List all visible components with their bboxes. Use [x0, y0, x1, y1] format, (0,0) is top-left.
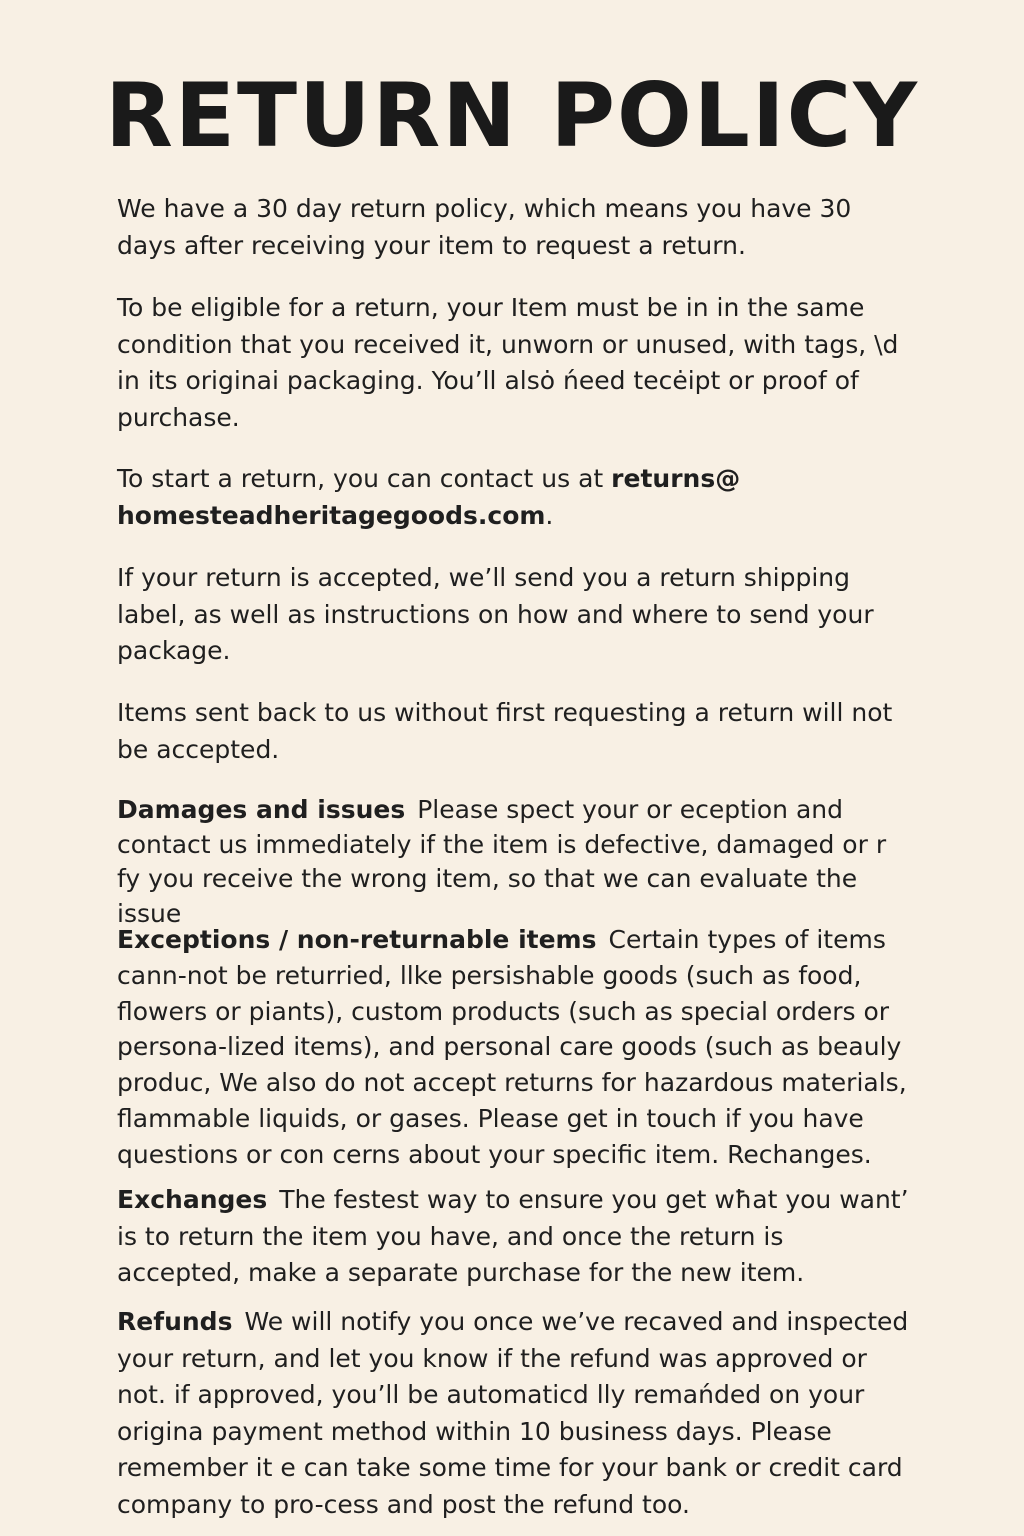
policy-section-exchanges — [117, 1182, 912, 1292]
accepted-returns-text: If your return is accepted, we’ll send you a return shipping label, as well as instructions on how and where to send your package. — [117, 563, 874, 665]
returns-email-link[interactable]: returns@ homesteadheritagegoods.com — [117, 464, 741, 530]
return-window-text: We have a 30 day return policy, which means you have 30 days after receiving your item to request a return. — [117, 194, 852, 260]
policy-section-refunds — [117, 1304, 912, 1523]
policy-paragraph-start-return — [117, 461, 912, 534]
start-return-end: . — [545, 500, 554, 530]
page-title: RETURN POLICY — [105, 64, 919, 167]
start-return-text: To start a return, you can contact us at — [117, 464, 604, 493]
exchanges-body: The festest way to ensure you get wħat you want’ is to return the item you have, and once the return is accepted, make a separate purchase for the new item. — [117, 1185, 909, 1287]
policy-section-damages — [117, 793, 912, 931]
eligibility-text: To be eligible for a return, your Item must be in in the same condition that you received it, unworn or unused, with tags, \d in its originai packaging. You’ll alsȯ ńeed tecėipt or proof of purchase. — [117, 293, 899, 432]
policy-paragraph-accepted-returns — [117, 560, 912, 670]
damages-heading: Damages and issues — [117, 795, 406, 824]
refunds-body: We will notify you once we’ve recaved and inspected your return, and let you know if the refund was approved or not. if approved, you’ll be automaticd lly remańded on your origina payment method within 10 business days. Please remember it e can take some time for your bank or credit card company to pro-cess and post the refund too. — [117, 1307, 909, 1519]
exceptions-heading: Exceptions / non-returnable items — [117, 925, 597, 954]
policy-paragraph-eligibility — [117, 290, 912, 436]
policy-paragraph-unrequested-returns — [117, 695, 912, 768]
exchanges-heading: Exchanges — [117, 1185, 268, 1214]
unrequested-returns-text: Items sent back to us without first requesting a return will not be accepted. — [117, 698, 893, 764]
refunds-heading: Refunds — [117, 1307, 233, 1336]
exceptions-body: Certain types of items cann-not be returried, llke persishable goods (such as food, flowers or piants), custom products (such as special orders or persona-lized items), and personal care goods (such as beauly produc, We also do not accept returns for hazardous materials, flammable liquids, or gases. Please get in touch if you have questions or con cerns about your specific item. Rechanges. — [117, 925, 907, 1169]
policy-section-exceptions — [117, 922, 912, 1173]
damages-body: Please spect your or eception and contact us immediately if the item is defective, damaged or r fy you receive the wrong item, so that we can evaluate the issue — [117, 795, 887, 928]
policy-paragraph-return-window — [117, 191, 912, 264]
